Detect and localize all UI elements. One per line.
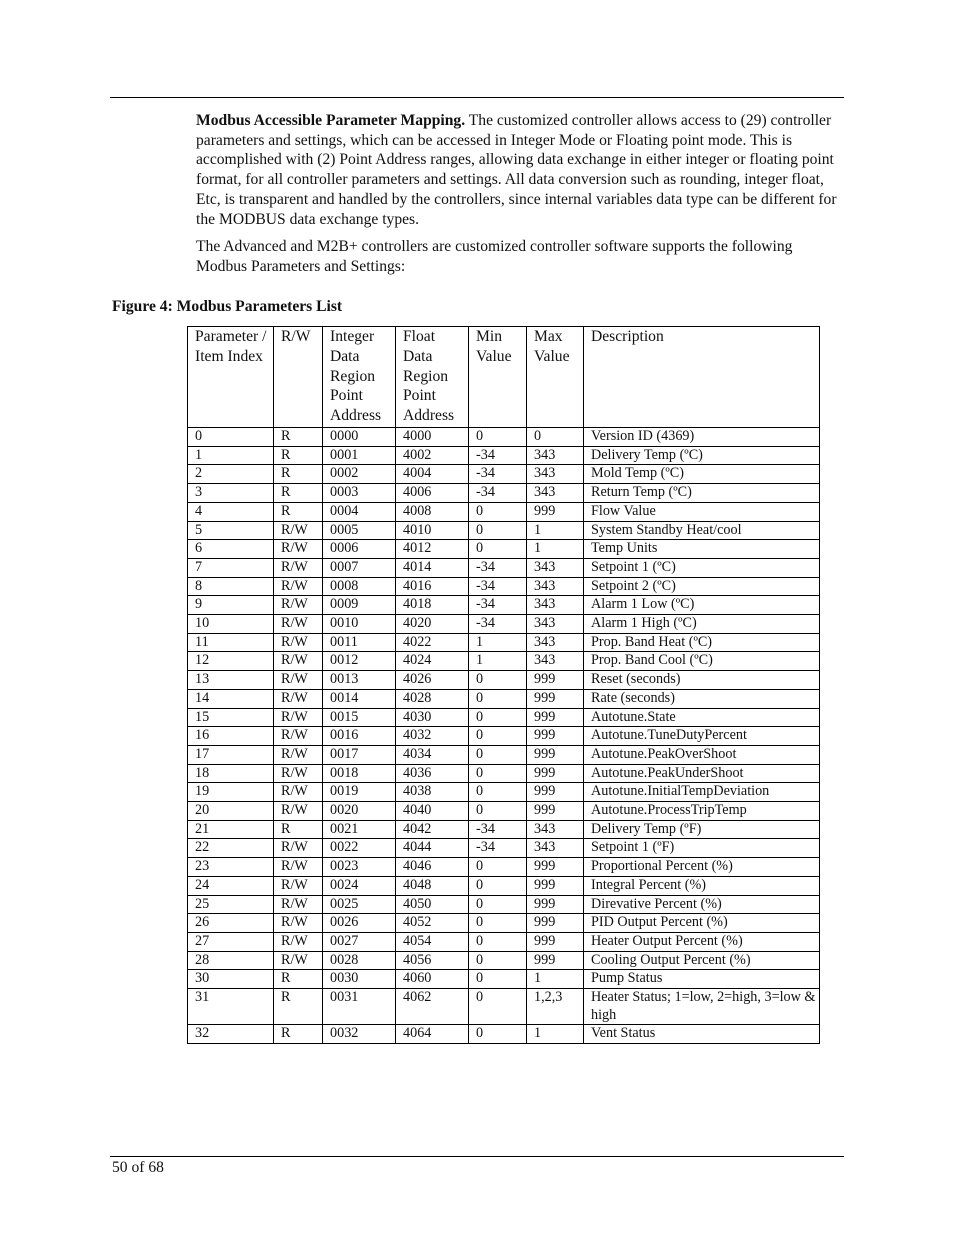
cell-max-value: 343 xyxy=(527,465,584,484)
table-row xyxy=(188,708,820,727)
cell-description: PID Output Percent (%) xyxy=(584,914,820,933)
cell-integer-address: 0017 xyxy=(323,745,396,764)
cell-description: Return Temp (ºC) xyxy=(584,484,820,503)
cell-integer-address: 0024 xyxy=(323,876,396,895)
cell-integer-address: 0028 xyxy=(323,951,396,970)
cell-description: Alarm 1 Low (ºC) xyxy=(584,596,820,615)
cell-index: 4 xyxy=(188,502,274,521)
cell-description: Integral Percent (%) xyxy=(584,876,820,895)
cell-integer-address: 0006 xyxy=(323,540,396,559)
cell-rw: R/W xyxy=(274,652,323,671)
cell-rw: R/W xyxy=(274,764,323,783)
cell-max-value: 999 xyxy=(527,914,584,933)
cell-description: Prop. Band Cool (ºC) xyxy=(584,652,820,671)
cell-rw: R xyxy=(274,446,323,465)
cell-integer-address: 0007 xyxy=(323,558,396,577)
cell-integer-address: 0031 xyxy=(323,989,396,1025)
cell-rw: R/W xyxy=(274,839,323,858)
table-row xyxy=(188,970,820,989)
table-row xyxy=(188,858,820,877)
cell-index: 13 xyxy=(188,671,274,690)
cell-index: 2 xyxy=(188,465,274,484)
cell-max-value: 1 xyxy=(527,521,584,540)
table-row xyxy=(188,633,820,652)
cell-float-address: 4030 xyxy=(396,708,469,727)
cell-max-value: 343 xyxy=(527,577,584,596)
cell-integer-address: 0009 xyxy=(323,596,396,615)
cell-description: Autotune.PeakUnderShoot xyxy=(584,764,820,783)
cell-rw: R xyxy=(274,970,323,989)
cell-max-value: 999 xyxy=(527,727,584,746)
cell-max-value: 343 xyxy=(527,484,584,503)
cell-rw: R/W xyxy=(274,633,323,652)
cell-float-address: 4018 xyxy=(396,596,469,615)
cell-max-value: 999 xyxy=(527,708,584,727)
cell-integer-address: 0014 xyxy=(323,689,396,708)
intro-paragraph-2: The Advanced and M2B+ controllers are customized controller software supports the following Modbus Parameters and Settings: xyxy=(196,238,793,275)
cell-max-value: 1 xyxy=(527,1025,584,1044)
cell-description: Heater Output Percent (%) xyxy=(584,932,820,951)
cell-min-value: -34 xyxy=(469,577,527,596)
cell-float-address: 4046 xyxy=(396,858,469,877)
cell-integer-address: 0023 xyxy=(323,858,396,877)
cell-description: Autotune.InitialTempDeviation xyxy=(584,783,820,802)
table-row xyxy=(188,932,820,951)
cell-float-address: 4052 xyxy=(396,914,469,933)
cell-index: 31 xyxy=(188,989,274,1025)
cell-float-address: 4056 xyxy=(396,951,469,970)
cell-integer-address: 0008 xyxy=(323,577,396,596)
cell-min-value: 0 xyxy=(469,858,527,877)
column-header-float-address: Float Data Region Point Address xyxy=(396,327,469,428)
table-row xyxy=(188,558,820,577)
table-row xyxy=(188,502,820,521)
cell-float-address: 4016 xyxy=(396,577,469,596)
cell-rw: R/W xyxy=(274,577,323,596)
column-header-integer-address: Integer Data Region Point Address xyxy=(323,327,396,428)
table-row xyxy=(188,652,820,671)
cell-index: 5 xyxy=(188,521,274,540)
cell-description: Delivery Temp (ºF) xyxy=(584,820,820,839)
table-row xyxy=(188,689,820,708)
cell-description: Cooling Output Percent (%) xyxy=(584,951,820,970)
cell-float-address: 4064 xyxy=(396,1025,469,1044)
cell-index: 27 xyxy=(188,932,274,951)
cell-index: 30 xyxy=(188,970,274,989)
cell-rw: R/W xyxy=(274,708,323,727)
table-row xyxy=(188,615,820,634)
cell-index: 10 xyxy=(188,615,274,634)
cell-min-value: -34 xyxy=(469,484,527,503)
cell-min-value: 1 xyxy=(469,652,527,671)
cell-description: Proportional Percent (%) xyxy=(584,858,820,877)
cell-rw: R/W xyxy=(274,689,323,708)
cell-float-address: 4062 xyxy=(396,989,469,1025)
cell-max-value: 343 xyxy=(527,615,584,634)
cell-integer-address: 0027 xyxy=(323,932,396,951)
cell-rw: R/W xyxy=(274,876,323,895)
column-header-max-value: Max Value xyxy=(527,327,584,428)
cell-float-address: 4050 xyxy=(396,895,469,914)
intro-paragraph-1 xyxy=(196,111,838,229)
cell-float-address: 4026 xyxy=(396,671,469,690)
table-row xyxy=(188,951,820,970)
cell-min-value: 0 xyxy=(469,689,527,708)
cell-min-value: -34 xyxy=(469,596,527,615)
cell-integer-address: 0004 xyxy=(323,502,396,521)
table-row xyxy=(188,427,820,446)
cell-float-address: 4060 xyxy=(396,970,469,989)
cell-integer-address: 0021 xyxy=(323,820,396,839)
cell-integer-address: 0011 xyxy=(323,633,396,652)
cell-integer-address: 0012 xyxy=(323,652,396,671)
cell-min-value: 0 xyxy=(469,895,527,914)
cell-float-address: 4044 xyxy=(396,839,469,858)
cell-float-address: 4034 xyxy=(396,745,469,764)
table-row xyxy=(188,914,820,933)
table-row xyxy=(188,745,820,764)
cell-index: 8 xyxy=(188,577,274,596)
table-row xyxy=(188,671,820,690)
cell-integer-address: 0010 xyxy=(323,615,396,634)
cell-index: 12 xyxy=(188,652,274,671)
cell-integer-address: 0002 xyxy=(323,465,396,484)
table-row xyxy=(188,540,820,559)
cell-max-value: 999 xyxy=(527,502,584,521)
cell-integer-address: 0015 xyxy=(323,708,396,727)
table-body xyxy=(188,427,820,1043)
cell-rw: R xyxy=(274,820,323,839)
cell-min-value: 0 xyxy=(469,745,527,764)
cell-description: Autotune.PeakOverShoot xyxy=(584,745,820,764)
table-row xyxy=(188,1025,820,1044)
cell-float-address: 4022 xyxy=(396,633,469,652)
cell-float-address: 4012 xyxy=(396,540,469,559)
cell-index: 26 xyxy=(188,914,274,933)
cell-description: Setpoint 1 (ºF) xyxy=(584,839,820,858)
cell-float-address: 4040 xyxy=(396,802,469,821)
table-row xyxy=(188,596,820,615)
section-heading: Modbus Accessible Parameter Mapping. xyxy=(196,112,466,129)
cell-rw: R/W xyxy=(274,540,323,559)
table-row xyxy=(188,839,820,858)
cell-min-value: 0 xyxy=(469,502,527,521)
cell-index: 22 xyxy=(188,839,274,858)
cell-max-value: 999 xyxy=(527,671,584,690)
cell-description: Mold Temp (ºC) xyxy=(584,465,820,484)
cell-rw: R/W xyxy=(274,727,323,746)
table-row xyxy=(188,876,820,895)
cell-min-value: 0 xyxy=(469,989,527,1025)
page-number: 50 of 68 xyxy=(112,1159,164,1176)
cell-rw: R/W xyxy=(274,615,323,634)
cell-description: Autotune.ProcessTripTemp xyxy=(584,802,820,821)
cell-max-value: 999 xyxy=(527,802,584,821)
cell-description: Setpoint 2 (ºC) xyxy=(584,577,820,596)
cell-rw: R xyxy=(274,989,323,1025)
footer-rule xyxy=(110,1156,844,1157)
cell-rw: R xyxy=(274,484,323,503)
cell-float-address: 4002 xyxy=(396,446,469,465)
cell-rw: R/W xyxy=(274,671,323,690)
table-header-row xyxy=(188,327,820,428)
cell-index: 17 xyxy=(188,745,274,764)
cell-float-address: 4014 xyxy=(396,558,469,577)
table-row xyxy=(188,802,820,821)
cell-rw: R xyxy=(274,502,323,521)
cell-float-address: 4006 xyxy=(396,484,469,503)
cell-description: Autotune.TuneDutyPercent xyxy=(584,727,820,746)
table-row xyxy=(188,783,820,802)
cell-float-address: 4008 xyxy=(396,502,469,521)
cell-description: System Standby Heat/cool xyxy=(584,521,820,540)
cell-min-value: 0 xyxy=(469,932,527,951)
cell-index: 3 xyxy=(188,484,274,503)
cell-max-value: 343 xyxy=(527,652,584,671)
cell-rw: R/W xyxy=(274,858,323,877)
cell-index: 25 xyxy=(188,895,274,914)
cell-integer-address: 0020 xyxy=(323,802,396,821)
cell-integer-address: 0005 xyxy=(323,521,396,540)
cell-float-address: 4004 xyxy=(396,465,469,484)
cell-integer-address: 0026 xyxy=(323,914,396,933)
cell-float-address: 4036 xyxy=(396,764,469,783)
cell-integer-address: 0003 xyxy=(323,484,396,503)
intro-section xyxy=(196,111,838,285)
cell-max-value: 1,2,3 xyxy=(527,989,584,1025)
figure-caption: Figure 4: Modbus Parameters List xyxy=(112,298,343,315)
cell-max-value: 999 xyxy=(527,932,584,951)
cell-float-address: 4032 xyxy=(396,727,469,746)
cell-max-value: 999 xyxy=(527,895,584,914)
cell-float-address: 4038 xyxy=(396,783,469,802)
cell-max-value: 1 xyxy=(527,970,584,989)
header-rule xyxy=(110,97,844,98)
cell-index: 7 xyxy=(188,558,274,577)
cell-index: 24 xyxy=(188,876,274,895)
table-row xyxy=(188,465,820,484)
cell-description: Pump Status xyxy=(584,970,820,989)
cell-index: 14 xyxy=(188,689,274,708)
cell-rw: R/W xyxy=(274,783,323,802)
cell-integer-address: 0019 xyxy=(323,783,396,802)
cell-max-value: 999 xyxy=(527,764,584,783)
cell-description: Autotune.State xyxy=(584,708,820,727)
cell-description: Direvative Percent (%) xyxy=(584,895,820,914)
cell-rw: R xyxy=(274,427,323,446)
cell-max-value: 343 xyxy=(527,633,584,652)
cell-rw: R/W xyxy=(274,951,323,970)
cell-min-value: 0 xyxy=(469,1025,527,1044)
column-header-min-value: Min Value xyxy=(469,327,527,428)
table-row xyxy=(188,820,820,839)
cell-float-address: 4024 xyxy=(396,652,469,671)
cell-max-value: 343 xyxy=(527,446,584,465)
cell-integer-address: 0001 xyxy=(323,446,396,465)
table-row xyxy=(188,521,820,540)
cell-min-value: 0 xyxy=(469,540,527,559)
cell-rw: R/W xyxy=(274,914,323,933)
cell-description: Prop. Band Heat (ºC) xyxy=(584,633,820,652)
cell-integer-address: 0032 xyxy=(323,1025,396,1044)
cell-index: 6 xyxy=(188,540,274,559)
modbus-parameters-table xyxy=(187,326,820,1044)
cell-index: 28 xyxy=(188,951,274,970)
cell-min-value: -34 xyxy=(469,615,527,634)
cell-max-value: 999 xyxy=(527,876,584,895)
cell-rw: R/W xyxy=(274,802,323,821)
table-row xyxy=(188,577,820,596)
cell-min-value: 0 xyxy=(469,671,527,690)
cell-description: Delivery Temp (ºC) xyxy=(584,446,820,465)
column-header-index: Parameter / Item Index xyxy=(188,327,274,428)
cell-index: 23 xyxy=(188,858,274,877)
cell-float-address: 4020 xyxy=(396,615,469,634)
cell-max-value: 1 xyxy=(527,540,584,559)
table-row xyxy=(188,484,820,503)
cell-float-address: 4000 xyxy=(396,427,469,446)
cell-min-value: 0 xyxy=(469,708,527,727)
cell-integer-address: 0030 xyxy=(323,970,396,989)
cell-float-address: 4010 xyxy=(396,521,469,540)
cell-index: 19 xyxy=(188,783,274,802)
cell-rw: R xyxy=(274,465,323,484)
cell-min-value: 1 xyxy=(469,633,527,652)
cell-description: Heater Status; 1=low, 2=high, 3=low & high xyxy=(584,989,820,1025)
cell-max-value: 343 xyxy=(527,596,584,615)
column-header-rw: R/W xyxy=(274,327,323,428)
cell-integer-address: 0022 xyxy=(323,839,396,858)
cell-index: 9 xyxy=(188,596,274,615)
cell-integer-address: 0000 xyxy=(323,427,396,446)
cell-index: 15 xyxy=(188,708,274,727)
cell-min-value: -34 xyxy=(469,820,527,839)
cell-min-value: 0 xyxy=(469,876,527,895)
cell-min-value: 0 xyxy=(469,727,527,746)
table-row xyxy=(188,764,820,783)
cell-max-value: 999 xyxy=(527,689,584,708)
cell-description: Reset (seconds) xyxy=(584,671,820,690)
cell-max-value: 343 xyxy=(527,558,584,577)
cell-rw: R xyxy=(274,1025,323,1044)
cell-index: 21 xyxy=(188,820,274,839)
cell-rw: R/W xyxy=(274,895,323,914)
cell-max-value: 999 xyxy=(527,951,584,970)
cell-min-value: 0 xyxy=(469,970,527,989)
cell-description: Rate (seconds) xyxy=(584,689,820,708)
cell-max-value: 0 xyxy=(527,427,584,446)
cell-index: 16 xyxy=(188,727,274,746)
cell-description: Vent Status xyxy=(584,1025,820,1044)
cell-float-address: 4054 xyxy=(396,932,469,951)
column-header-description: Description xyxy=(584,327,820,428)
cell-integer-address: 0013 xyxy=(323,671,396,690)
cell-index: 20 xyxy=(188,802,274,821)
cell-max-value: 999 xyxy=(527,783,584,802)
cell-index: 18 xyxy=(188,764,274,783)
cell-float-address: 4042 xyxy=(396,820,469,839)
table-row xyxy=(188,727,820,746)
cell-integer-address: 0016 xyxy=(323,727,396,746)
cell-description: Temp Units xyxy=(584,540,820,559)
cell-max-value: 343 xyxy=(527,820,584,839)
cell-max-value: 999 xyxy=(527,745,584,764)
cell-min-value: -34 xyxy=(469,446,527,465)
cell-min-value: 0 xyxy=(469,764,527,783)
intro-paragraph-1-text: The customized controller allows access to (29) controller parameters and settings, which can be accessed in Integer Mode or Floating point mode. This is accomplished with (2) Point Address ranges, allowing data exchange in either integer or floating point format, for all controller parameters and settings. All data conversion such as rounding, integer float, Etc, is transparent and handled by the controllers, since internal variables data type can be different for the MODBUS data exchange types. xyxy=(196,112,837,228)
cell-min-value: -34 xyxy=(469,465,527,484)
cell-min-value: 0 xyxy=(469,914,527,933)
cell-min-value: -34 xyxy=(469,558,527,577)
cell-rw: R/W xyxy=(274,521,323,540)
cell-integer-address: 0025 xyxy=(323,895,396,914)
cell-index: 0 xyxy=(188,427,274,446)
cell-max-value: 343 xyxy=(527,839,584,858)
cell-min-value: 0 xyxy=(469,427,527,446)
cell-min-value: 0 xyxy=(469,783,527,802)
cell-min-value: 0 xyxy=(469,521,527,540)
cell-description: Alarm 1 High (ºC) xyxy=(584,615,820,634)
cell-description: Setpoint 1 (ºC) xyxy=(584,558,820,577)
table-row xyxy=(188,446,820,465)
cell-min-value: 0 xyxy=(469,802,527,821)
cell-min-value: 0 xyxy=(469,951,527,970)
cell-rw: R/W xyxy=(274,596,323,615)
cell-description: Flow Value xyxy=(584,502,820,521)
cell-description: Version ID (4369) xyxy=(584,427,820,446)
cell-rw: R/W xyxy=(274,745,323,764)
cell-min-value: -34 xyxy=(469,839,527,858)
cell-float-address: 4028 xyxy=(396,689,469,708)
cell-rw: R/W xyxy=(274,932,323,951)
cell-index: 32 xyxy=(188,1025,274,1044)
cell-integer-address: 0018 xyxy=(323,764,396,783)
table-row xyxy=(188,989,820,1025)
cell-index: 11 xyxy=(188,633,274,652)
cell-max-value: 999 xyxy=(527,858,584,877)
cell-rw: R/W xyxy=(274,558,323,577)
table-row xyxy=(188,895,820,914)
cell-float-address: 4048 xyxy=(396,876,469,895)
cell-index: 1 xyxy=(188,446,274,465)
